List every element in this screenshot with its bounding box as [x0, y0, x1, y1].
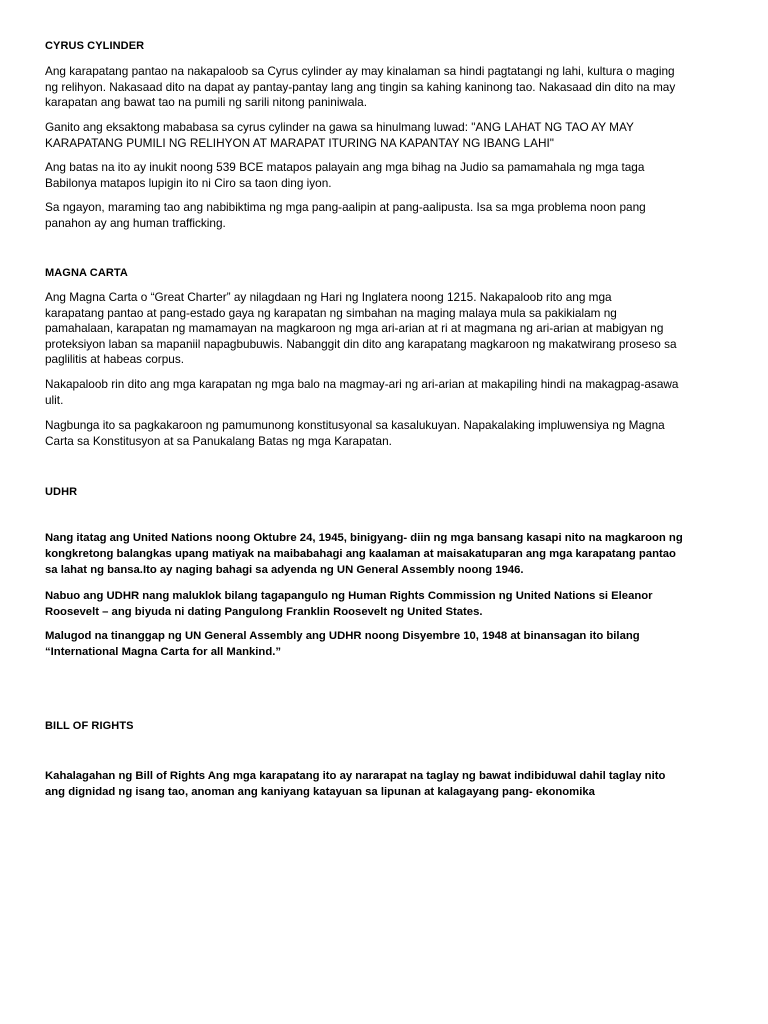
text-line: Sa ngayon, maraming tao ang nabibiktima ng mga pang-aalipin at pang-aalipusta. Isa sa mga problema noon pang [45, 200, 646, 214]
paragraph [45, 418, 735, 449]
text-line: Nagbunga ito sa pagkakaroon ng pamumunong konstitusyonal sa kasalukuyan. Napakalaking impluwensiya ng Magna [45, 418, 665, 432]
text-line: Nabuo ang UDHR nang maluklok bilang tagapangulo ng Human Rights Commission ng United Nations si Eleanor [45, 590, 653, 602]
text-line: proteksiyon laban sa mapaniil napagbubuwis. Nabanggit din dito ang karapatang magkaroon ng makatwirang proseso sa [45, 336, 677, 351]
text-line: karapatang pantao at pang-estado gaya ng karapatan ng simbahan na maging malaya mula sa pakikialam ng [45, 305, 617, 320]
text-line: Nang itatag ang United Nations noong Oktubre 24, 1945, binigyang- diin ng mga bansang kasapi nito na magkaroon ng [45, 532, 683, 544]
text-line: Nakapaloob rin dito ang mga karapatan ng mga balo na magmay-ari ng ari-arian at makapiling hindi na makagpag-asawa [45, 377, 679, 391]
text-line: pamahalaan, karapatan ng mamamayan na magkaroon ng mga ari-arian at ri at magmana ng ari-arian at mabigyan ng [45, 321, 664, 336]
paragraph [45, 120, 735, 151]
text-line: ulit. [45, 392, 64, 407]
text-line: Malugod na tinanggap ng UN General Assembly ang UDHR noong Disyembre 10, 1948 at binansagan ito bilang [45, 630, 640, 642]
paragraph [45, 160, 735, 191]
section-heading-bill-of-rights: BILL OF RIGHTS [45, 720, 134, 732]
text-line: Babilonya matapos lupigin ito ni Ciro sa taon ding iyon. [45, 175, 332, 190]
text-line: kongkretong balangkas upang matiyak na maibabahagi ang kaalaman at maisakatuparan ang mga karapatang pantao [45, 548, 676, 561]
section-heading-udhr: UDHR [45, 486, 78, 498]
paragraph [45, 628, 735, 660]
text-line: Ang karapatang pantao na nakapaloob sa Cyrus cylinder ay may kinalaman sa hindi pagtatangi ng lahi, kultura o maging [45, 64, 675, 78]
text-line: panahon ay ang human trafficking. [45, 215, 226, 230]
section-heading-magna-carta: MAGNA CARTA [45, 267, 128, 279]
paragraph [45, 768, 735, 800]
text-line: Roosevelt – ang biyuda ni dating Pangulong Franklin Roosevelt ng United States. [45, 606, 483, 619]
paragraph [45, 64, 735, 111]
section-heading-cyrus-cylinder: CYRUS CYLINDER [45, 40, 145, 52]
text-line: ang dignidad ng isang tao, anoman ang kaniyang katayuan sa lipunan at kalagayang pang- ekonomika [45, 786, 595, 799]
text-line: KARAPATANG PUMILI NG RELIHYON AT MARAPAT ITURING NA KAPANTAY NG IBANG LAHI" [45, 135, 554, 150]
paragraph [45, 200, 735, 231]
text-line: Carta sa Konstitusyon at sa Panukalang Batas ng mga Karapatan. [45, 433, 392, 448]
paragraph [45, 588, 735, 620]
paragraph [45, 530, 735, 579]
text-line: paglilitis at habeas corpus. [45, 352, 185, 367]
paragraph [45, 377, 735, 408]
text-line: Ang Magna Carta o “Great Charter” ay nilagdaan ng Hari ng Inglatera noong 1215. Nakapaloob rito ang mga [45, 290, 612, 304]
text-line: Ganito ang eksaktong mababasa sa cyrus cylinder na gawa sa hinulmang luwad: "ANG LAHAT NG TAO AY MAY [45, 120, 634, 134]
text-line: ng relihyon. Nakasaad dito na dapat ay pantay-pantay lang ang tingin sa kahing kaninong tao. Nakasaad din dito na may [45, 79, 676, 94]
text-line: Ang batas na ito ay inukit noong 539 BCE matapos palayain ang mga bihag na Judio sa pamamahala ng mga taga [45, 160, 645, 174]
text-line: karapatan ang bawat tao na pumili ng sarili nitong paniniwala. [45, 95, 368, 110]
text-line: “International Magna Carta for all Mankind.” [45, 646, 282, 659]
text-line: Kahalagahan ng Bill of Rights Ang mga karapatang ito ay nararapat na taglay ng bawat indibiduwal dahil taglay nito [45, 770, 666, 782]
text-line: sa lahat ng bansa.Ito ay naging bahagi sa adyenda ng UN General Assembly noong 1946. [45, 564, 524, 577]
paragraph [45, 290, 735, 368]
